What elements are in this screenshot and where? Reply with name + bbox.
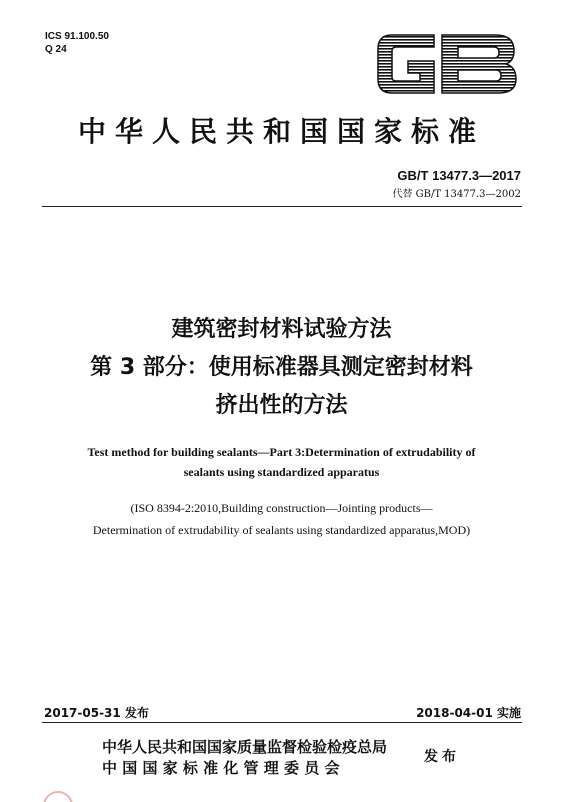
issuer-line2: 中 国 国 家 标 准 化 管 理 委 员 会 <box>102 759 340 777</box>
national-standard-heading: 中华人民共和国国家标准 <box>77 115 485 148</box>
iso-ref-line1: (ISO 8394-2:2010,Building construction—Jointing products— <box>130 501 433 515</box>
footer-divider <box>42 722 522 723</box>
title-cn-line2: 第 3 部分：使用标准器具测定密封材料 <box>90 355 473 380</box>
issue-label: 发布 <box>424 749 460 765</box>
implement-date: 2018-04-01 实施 <box>416 706 521 720</box>
title-en-line2: sealants using standardized apparatus <box>183 465 380 479</box>
ccs-code: Q 24 <box>45 44 67 55</box>
title-cn-line1: 建筑密封材料试验方法 <box>171 317 392 342</box>
ics-code: ICS 91.100.50 <box>45 31 109 42</box>
title-en-line1: Test method for building sealants—Part 3:Determination of extrudability of <box>87 445 476 459</box>
replaces-standard: 代替 GB/T 13477.3—2002 <box>392 189 521 200</box>
classification-codes <box>45 30 109 56</box>
publish-date: 2017-05-31 发布 <box>44 706 149 720</box>
title-cn-line3: 挤出性的方法 <box>215 393 348 418</box>
red-seal-fragment <box>38 784 78 802</box>
gb-logo <box>372 27 522 101</box>
iso-ref-line2: Determination of extrudability of sealants using standardized apparatus,MOD) <box>92 523 471 537</box>
issuer-line1: 中华人民共和国国家质量监督检验检疫总局 <box>102 738 388 756</box>
header-divider <box>42 206 522 207</box>
standard-number: GB/T 13477.3—2017 <box>397 168 521 183</box>
